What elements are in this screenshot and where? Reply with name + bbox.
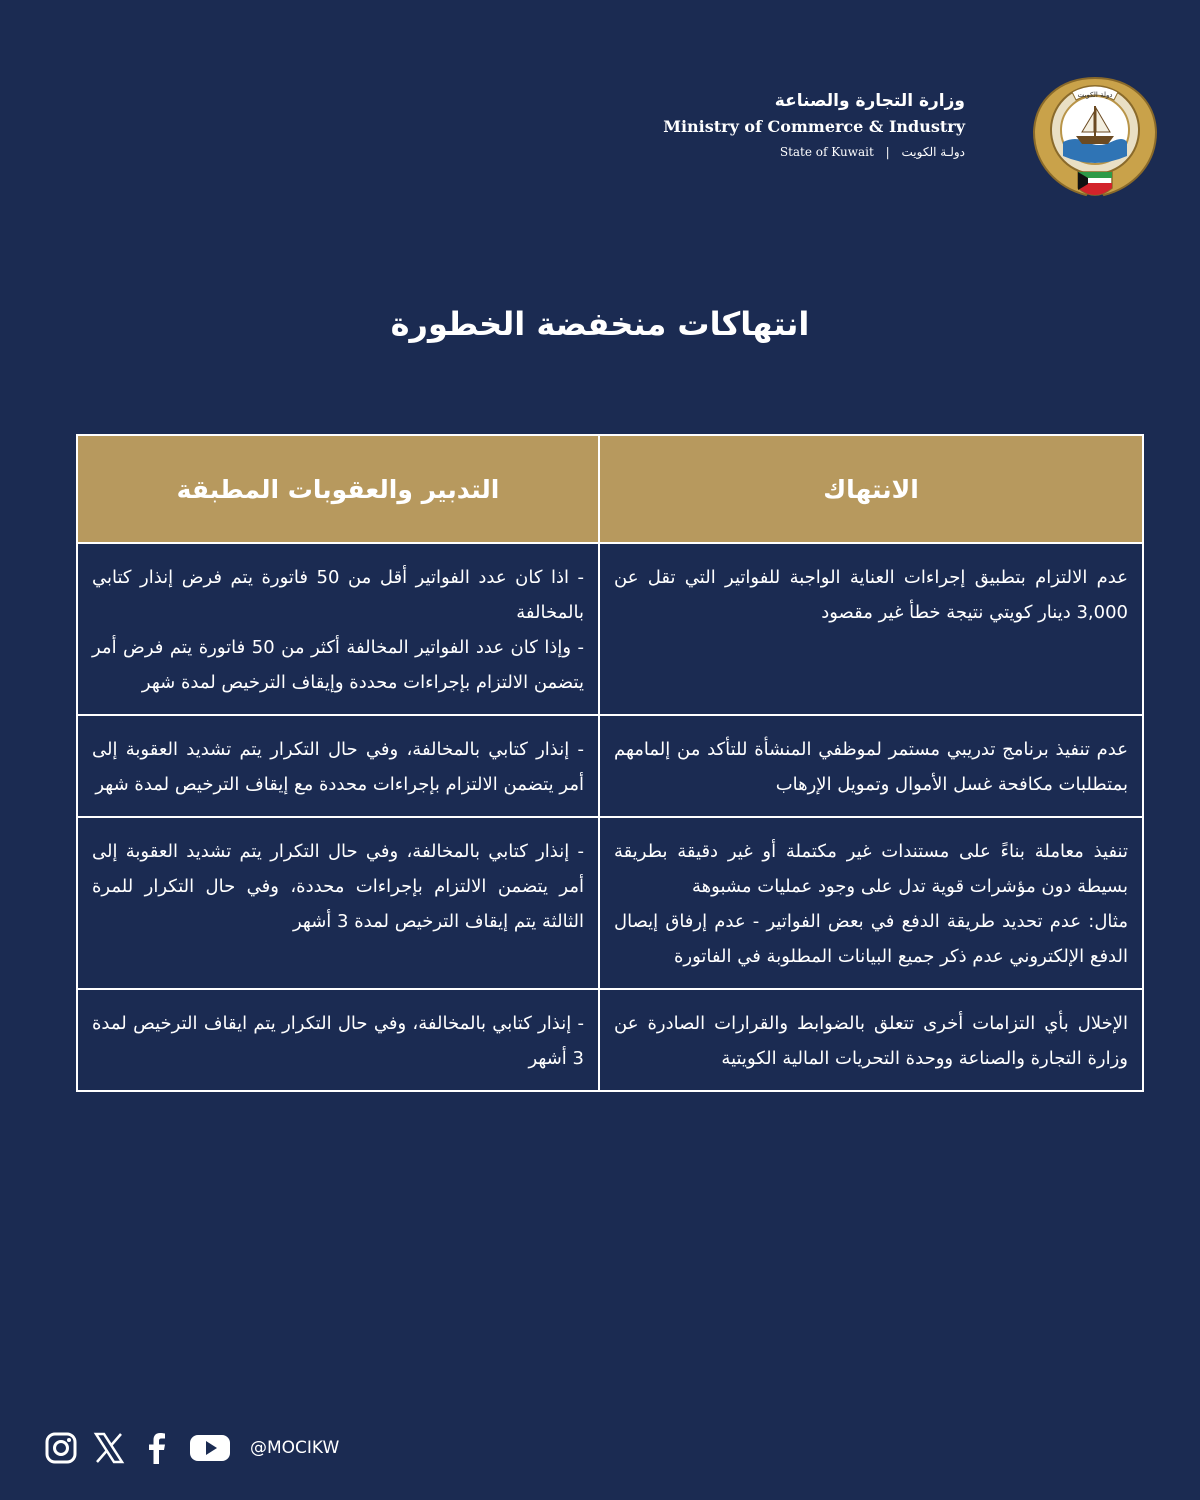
social-handle[interactable]: @MOCIKW bbox=[250, 1438, 340, 1458]
penalty-text: - اذا كان عدد الفواتير أقل من 50 فاتورة يتم فرض إنذار كتابي بالمخالفة bbox=[92, 567, 584, 623]
x-icon[interactable] bbox=[92, 1431, 126, 1465]
penalty-cell bbox=[77, 543, 599, 715]
table-row bbox=[77, 817, 1143, 989]
penalty-text: - وإذا كان عدد الفواتير المخالفة أكثر من 50 فاتورة يتم فرض أمر يتضمن الالتزام بإجراءات محددة وإيقاف الترخيص لمدة شهر bbox=[92, 637, 585, 693]
ministry-name-ar: وزارة التجارة والصناعة bbox=[774, 91, 965, 111]
state-name-en: State of Kuwait bbox=[779, 145, 874, 159]
penalty-text: - إنذار كتابي بالمخالفة، وفي حال التكرار يتم تشديد العقوبة إلى أمر يتضمن الالتزام بإجراءات محددة، وفي حال التكرار للمرة الثالثة يتم إيقاف الترخيص لمدة 3 أشهر bbox=[92, 841, 584, 932]
header-violation: الانتهاك bbox=[599, 435, 1143, 543]
ministry-name-en: Ministry of Commerce & Industry bbox=[663, 117, 965, 136]
penalty-cell bbox=[77, 989, 599, 1091]
state-separator: | bbox=[885, 145, 890, 159]
table-header-row bbox=[77, 435, 1143, 543]
penalty-text: - إنذار كتابي بالمخالفة، وفي حال التكرار يتم ايقاف الترخيص لمدة 3 أشهر bbox=[92, 1013, 584, 1069]
violation-cell bbox=[599, 989, 1143, 1091]
violation-cell bbox=[599, 543, 1143, 715]
state-name-ar: دولـة الكويت bbox=[901, 145, 965, 159]
social-footer bbox=[44, 1428, 339, 1468]
page-title: انتهاكات منخفضة الخطورة bbox=[390, 305, 810, 343]
youtube-icon[interactable] bbox=[188, 1431, 232, 1465]
penalty-cell bbox=[77, 715, 599, 817]
emblem-text: دولة الكويت bbox=[1077, 91, 1113, 99]
table-row bbox=[77, 543, 1143, 715]
penalty-text: - إنذار كتابي بالمخالفة، وفي حال التكرار يتم تشديد العقوبة إلى أمر يتضمن الالتزام بإجراءات محددة مع إيقاف الترخيص لمدة شهر bbox=[92, 739, 584, 795]
table-row bbox=[77, 715, 1143, 817]
table-row bbox=[77, 989, 1143, 1091]
header-penalty: التدبير والعقوبات المطبقة bbox=[77, 435, 599, 543]
kuwait-emblem-icon bbox=[1030, 70, 1160, 205]
state-line bbox=[515, 142, 965, 162]
violation-cell bbox=[599, 817, 1143, 989]
violation-cell bbox=[599, 715, 1143, 817]
instagram-icon[interactable] bbox=[44, 1431, 78, 1465]
header bbox=[460, 70, 1160, 210]
facebook-icon[interactable] bbox=[140, 1431, 174, 1465]
penalty-cell bbox=[77, 817, 599, 989]
ministry-block bbox=[515, 90, 965, 162]
violation-text: تنفيذ معاملة بناءً على مستندات غير مكتملة أو غير دقيقة بطريقة بسيطة دون مؤشرات قوية تدل على وجود عمليات مشبوهة bbox=[614, 841, 1128, 897]
violations-table bbox=[76, 434, 1144, 1092]
violation-example: مثال: عدم تحديد طريقة الدفع في بعض الفواتير - عدم إرفاق إيصال الدفع الإلكتروني عدم ذكر جميع البيانات المطلوبة في الفاتورة bbox=[614, 911, 1128, 967]
violation-text: عدم الالتزام بتطبيق إجراءات العناية الواجبة للفواتير التي تقل عن 3,000 دينار كويتي نتيجة خطأ غير مقصود bbox=[614, 567, 1128, 623]
violation-text: عدم تنفيذ برنامج تدريبي مستمر لموظفي المنشأة للتأكد من إلمامهم بمتطلبات مكافحة غسل الأموال وتمويل الإرهاب bbox=[614, 739, 1128, 795]
violation-text: الإخلال بأي التزامات أخرى تتعلق بالضوابط والقرارات الصادرة عن وزارة التجارة والصناعة ووحدة التحريات المالية الكويتية bbox=[614, 1013, 1128, 1069]
